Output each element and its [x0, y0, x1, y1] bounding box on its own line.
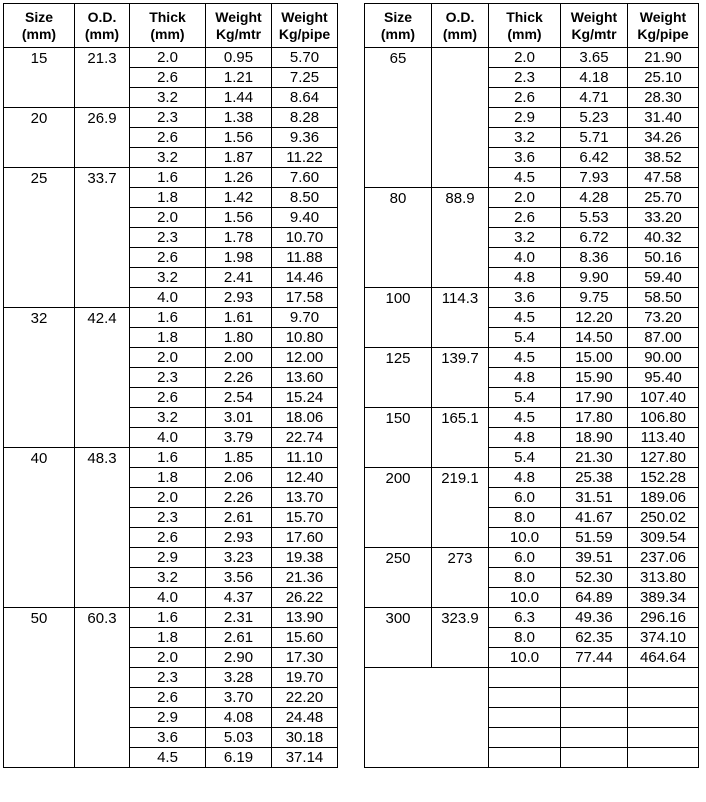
cell-thick: 6.0 [489, 488, 561, 508]
cell-thick: 1.8 [130, 188, 206, 208]
cell-weight-pipe: 15.24 [272, 388, 338, 408]
cell-weight-mtr: 39.51 [561, 548, 628, 568]
cell-thick: 2.6 [130, 528, 206, 548]
cell-thick: 10.0 [489, 528, 561, 548]
table-header-row [365, 4, 699, 48]
empty-cell [628, 708, 699, 728]
cell-weight-mtr: 4.18 [561, 68, 628, 88]
cell-size: 125 [365, 348, 432, 408]
cell-thick: 4.8 [489, 468, 561, 488]
table-row [365, 348, 699, 368]
cell-weight-mtr: 2.41 [206, 268, 272, 288]
cell-weight-mtr: 2.00 [206, 348, 272, 368]
pipe-weight-table-left [3, 3, 338, 768]
cell-weight-mtr: 5.71 [561, 128, 628, 148]
cell-weight-mtr: 31.51 [561, 488, 628, 508]
header-size: Size (mm) [365, 4, 432, 48]
cell-size: 80 [365, 188, 432, 288]
empty-cell [561, 748, 628, 768]
cell-thick: 1.6 [130, 308, 206, 328]
cell-weight-mtr: 17.90 [561, 388, 628, 408]
cell-thick: 2.6 [130, 248, 206, 268]
cell-weight-pipe: 26.22 [272, 588, 338, 608]
cell-weight-pipe: 12.00 [272, 348, 338, 368]
cell-size: 300 [365, 608, 432, 668]
table-row [4, 608, 338, 628]
cell-weight-pipe: 28.30 [628, 88, 699, 108]
cell-size: 25 [4, 168, 75, 308]
cell-weight-pipe: 90.00 [628, 348, 699, 368]
cell-thick: 3.2 [130, 408, 206, 428]
cell-weight-mtr: 15.00 [561, 348, 628, 368]
cell-od: 21.3 [75, 48, 130, 108]
cell-thick: 5.4 [489, 388, 561, 408]
table-row [365, 188, 699, 208]
cell-weight-mtr: 6.72 [561, 228, 628, 248]
cell-weight-pipe: 25.10 [628, 68, 699, 88]
cell-thick: 5.4 [489, 448, 561, 468]
cell-thick: 8.0 [489, 508, 561, 528]
cell-od: 26.9 [75, 108, 130, 168]
cell-weight-pipe: 9.36 [272, 128, 338, 148]
cell-od: 33.7 [75, 168, 130, 308]
cell-weight-pipe: 19.38 [272, 548, 338, 568]
cell-weight-pipe: 58.50 [628, 288, 699, 308]
cell-weight-mtr: 9.75 [561, 288, 628, 308]
empty-cell [489, 688, 561, 708]
cell-weight-pipe: 24.48 [272, 708, 338, 728]
cell-thick: 3.6 [130, 728, 206, 748]
cell-weight-pipe: 113.40 [628, 428, 699, 448]
cell-weight-pipe: 9.70 [272, 308, 338, 328]
cell-weight-mtr: 25.38 [561, 468, 628, 488]
cell-weight-pipe: 14.46 [272, 268, 338, 288]
cell-thick: 2.0 [489, 188, 561, 208]
cell-weight-mtr: 1.21 [206, 68, 272, 88]
cell-weight-pipe: 127.80 [628, 448, 699, 468]
cell-weight-pipe: 8.64 [272, 88, 338, 108]
cell-thick: 3.6 [489, 148, 561, 168]
cell-weight-mtr: 1.78 [206, 228, 272, 248]
cell-thick: 4.5 [130, 748, 206, 768]
table-row [365, 468, 699, 488]
cell-weight-pipe: 189.06 [628, 488, 699, 508]
cell-thick: 3.2 [130, 568, 206, 588]
cell-weight-mtr: 52.30 [561, 568, 628, 588]
cell-thick: 2.9 [130, 708, 206, 728]
cell-weight-pipe: 47.58 [628, 168, 699, 188]
cell-thick: 4.5 [489, 308, 561, 328]
cell-weight-mtr: 4.28 [561, 188, 628, 208]
cell-weight-mtr: 1.80 [206, 328, 272, 348]
cell-weight-pipe: 21.36 [272, 568, 338, 588]
cell-weight-pipe: 17.60 [272, 528, 338, 548]
cell-od: 219.1 [432, 468, 489, 548]
cell-weight-mtr: 3.56 [206, 568, 272, 588]
empty-cell [489, 748, 561, 768]
cell-od: 88.9 [432, 188, 489, 288]
cell-weight-pipe: 296.16 [628, 608, 699, 628]
cell-thick: 4.5 [489, 168, 561, 188]
cell-weight-pipe: 33.20 [628, 208, 699, 228]
header-weight-mtr: Weight Kg/mtr [206, 4, 272, 48]
cell-weight-mtr: 1.98 [206, 248, 272, 268]
cell-weight-mtr: 8.36 [561, 248, 628, 268]
cell-thick: 2.3 [130, 508, 206, 528]
cell-weight-pipe: 22.74 [272, 428, 338, 448]
empty-cell [561, 708, 628, 728]
cell-thick: 4.0 [130, 288, 206, 308]
cell-weight-pipe: 59.40 [628, 268, 699, 288]
cell-weight-pipe: 17.58 [272, 288, 338, 308]
header-od: O.D. (mm) [432, 4, 489, 48]
cell-weight-pipe: 11.88 [272, 248, 338, 268]
cell-weight-pipe: 11.10 [272, 448, 338, 468]
cell-weight-pipe: 18.06 [272, 408, 338, 428]
cell-thick: 2.6 [489, 88, 561, 108]
cell-thick: 1.6 [130, 168, 206, 188]
cell-weight-pipe: 313.80 [628, 568, 699, 588]
cell-thick: 4.8 [489, 368, 561, 388]
table-header-row [4, 4, 338, 48]
cell-thick: 2.0 [130, 488, 206, 508]
cell-weight-mtr: 2.26 [206, 488, 272, 508]
table-row [365, 608, 699, 628]
cell-weight-pipe: 9.40 [272, 208, 338, 228]
cell-weight-pipe: 237.06 [628, 548, 699, 568]
cell-thick: 2.6 [130, 688, 206, 708]
cell-weight-pipe: 17.30 [272, 648, 338, 668]
cell-thick: 4.5 [489, 408, 561, 428]
cell-size: 15 [4, 48, 75, 108]
cell-weight-mtr: 4.71 [561, 88, 628, 108]
empty-cell [561, 688, 628, 708]
cell-weight-pipe: 31.40 [628, 108, 699, 128]
cell-weight-pipe: 152.28 [628, 468, 699, 488]
cell-weight-pipe: 40.32 [628, 228, 699, 248]
cell-weight-pipe: 107.40 [628, 388, 699, 408]
cell-thick: 2.6 [130, 388, 206, 408]
cell-weight-mtr: 6.19 [206, 748, 272, 768]
cell-weight-pipe: 50.16 [628, 248, 699, 268]
table-row [4, 48, 338, 68]
cell-weight-mtr: 12.20 [561, 308, 628, 328]
empty-cell [628, 668, 699, 688]
cell-size: 150 [365, 408, 432, 468]
cell-weight-pipe: 12.40 [272, 468, 338, 488]
cell-od: 139.7 [432, 348, 489, 408]
cell-thick: 3.2 [489, 128, 561, 148]
cell-weight-pipe: 5.70 [272, 48, 338, 68]
pipe-weight-table-right [364, 3, 699, 768]
cell-thick: 8.0 [489, 568, 561, 588]
cell-thick: 2.0 [489, 48, 561, 68]
cell-weight-mtr: 1.85 [206, 448, 272, 468]
cell-size: 40 [4, 448, 75, 608]
cell-thick: 2.0 [130, 348, 206, 368]
cell-weight-pipe: 13.70 [272, 488, 338, 508]
cell-weight-mtr: 4.37 [206, 588, 272, 608]
cell-weight-mtr: 6.42 [561, 148, 628, 168]
empty-cell [561, 728, 628, 748]
cell-size: 100 [365, 288, 432, 348]
table-row [4, 108, 338, 128]
cell-thick: 2.3 [130, 368, 206, 388]
header-weight-pipe: Weight Kg/pipe [272, 4, 338, 48]
cell-thick: 6.3 [489, 608, 561, 628]
cell-weight-pipe: 87.00 [628, 328, 699, 348]
cell-weight-mtr: 18.90 [561, 428, 628, 448]
cell-thick: 8.0 [489, 628, 561, 648]
cell-thick: 4.0 [130, 428, 206, 448]
cell-weight-mtr: 1.61 [206, 308, 272, 328]
cell-thick: 2.0 [130, 48, 206, 68]
cell-od: 48.3 [75, 448, 130, 608]
cell-weight-mtr: 2.93 [206, 528, 272, 548]
cell-thick: 5.4 [489, 328, 561, 348]
cell-weight-mtr: 5.03 [206, 728, 272, 748]
table-row [4, 448, 338, 468]
cell-weight-pipe: 8.50 [272, 188, 338, 208]
table-row [365, 408, 699, 428]
cell-thick: 4.0 [489, 248, 561, 268]
cell-weight-mtr: 62.35 [561, 628, 628, 648]
cell-size: 20 [4, 108, 75, 168]
cell-weight-pipe: 389.34 [628, 588, 699, 608]
cell-weight-mtr: 1.42 [206, 188, 272, 208]
cell-weight-mtr: 5.53 [561, 208, 628, 228]
cell-weight-pipe: 95.40 [628, 368, 699, 388]
empty-cell [628, 728, 699, 748]
cell-weight-pipe: 7.60 [272, 168, 338, 188]
cell-thick: 3.6 [489, 288, 561, 308]
cell-weight-mtr: 14.50 [561, 328, 628, 348]
cell-weight-pipe: 25.70 [628, 188, 699, 208]
cell-weight-mtr: 51.59 [561, 528, 628, 548]
cell-thick: 1.6 [130, 448, 206, 468]
cell-size: 50 [4, 608, 75, 768]
cell-od: 273 [432, 548, 489, 608]
cell-thick: 3.2 [130, 268, 206, 288]
cell-weight-pipe: 106.80 [628, 408, 699, 428]
cell-thick: 2.9 [489, 108, 561, 128]
cell-weight-mtr: 4.08 [206, 708, 272, 728]
cell-weight-mtr: 49.36 [561, 608, 628, 628]
empty-row [365, 668, 699, 688]
cell-size: 250 [365, 548, 432, 608]
cell-thick: 2.0 [130, 648, 206, 668]
cell-thick: 2.9 [130, 548, 206, 568]
cell-weight-pipe: 15.70 [272, 508, 338, 528]
cell-weight-pipe: 374.10 [628, 628, 699, 648]
header-size: Size (mm) [4, 4, 75, 48]
cell-weight-mtr: 21.30 [561, 448, 628, 468]
cell-thick: 2.0 [130, 208, 206, 228]
cell-weight-mtr: 1.26 [206, 168, 272, 188]
cell-od: 323.9 [432, 608, 489, 668]
table-row [365, 288, 699, 308]
header-thick: Thick (mm) [489, 4, 561, 48]
cell-weight-mtr: 1.44 [206, 88, 272, 108]
cell-thick: 1.8 [130, 328, 206, 348]
cell-weight-mtr: 77.44 [561, 648, 628, 668]
cell-size: 32 [4, 308, 75, 448]
cell-thick: 2.3 [489, 68, 561, 88]
cell-thick: 2.3 [130, 228, 206, 248]
cell-weight-mtr: 2.06 [206, 468, 272, 488]
cell-weight-mtr: 5.23 [561, 108, 628, 128]
cell-weight-pipe: 13.60 [272, 368, 338, 388]
header-thick: Thick (mm) [130, 4, 206, 48]
cell-weight-mtr: 9.90 [561, 268, 628, 288]
table-row [4, 308, 338, 328]
cell-weight-pipe: 15.60 [272, 628, 338, 648]
cell-weight-pipe: 21.90 [628, 48, 699, 68]
cell-weight-mtr: 2.31 [206, 608, 272, 628]
cell-weight-mtr: 2.61 [206, 628, 272, 648]
cell-weight-mtr: 3.70 [206, 688, 272, 708]
cell-thick: 10.0 [489, 588, 561, 608]
empty-cell [489, 728, 561, 748]
cell-weight-mtr: 64.89 [561, 588, 628, 608]
cell-od: 165.1 [432, 408, 489, 468]
cell-weight-mtr: 3.79 [206, 428, 272, 448]
cell-weight-mtr: 2.54 [206, 388, 272, 408]
cell-thick: 4.0 [130, 588, 206, 608]
cell-thick: 1.6 [130, 608, 206, 628]
header-weight-mtr: Weight Kg/mtr [561, 4, 628, 48]
empty-cell [628, 688, 699, 708]
cell-weight-mtr: 3.23 [206, 548, 272, 568]
cell-size: 200 [365, 468, 432, 548]
cell-weight-mtr: 17.80 [561, 408, 628, 428]
empty-cell [489, 708, 561, 728]
cell-weight-pipe: 11.22 [272, 148, 338, 168]
cell-weight-mtr: 2.61 [206, 508, 272, 528]
cell-thick: 6.0 [489, 548, 561, 568]
cell-weight-mtr: 7.93 [561, 168, 628, 188]
cell-weight-pipe: 38.52 [628, 148, 699, 168]
cell-weight-pipe: 10.70 [272, 228, 338, 248]
cell-size: 65 [365, 48, 432, 188]
empty-cell [489, 668, 561, 688]
header-od: O.D. (mm) [75, 4, 130, 48]
cell-weight-pipe: 37.14 [272, 748, 338, 768]
cell-weight-mtr: 1.56 [206, 128, 272, 148]
cell-thick: 10.0 [489, 648, 561, 668]
table-row [365, 48, 699, 68]
empty-cell [561, 668, 628, 688]
cell-weight-pipe: 250.02 [628, 508, 699, 528]
cell-thick: 2.3 [130, 668, 206, 688]
empty-cell [628, 748, 699, 768]
cell-weight-pipe: 19.70 [272, 668, 338, 688]
cell-weight-pipe: 13.90 [272, 608, 338, 628]
cell-weight-mtr: 2.93 [206, 288, 272, 308]
table-row [365, 548, 699, 568]
cell-weight-mtr: 1.87 [206, 148, 272, 168]
cell-thick: 3.2 [130, 88, 206, 108]
cell-weight-mtr: 2.90 [206, 648, 272, 668]
cell-od: 42.4 [75, 308, 130, 448]
cell-thick: 4.5 [489, 348, 561, 368]
cell-weight-mtr: 1.38 [206, 108, 272, 128]
cell-thick: 2.6 [489, 208, 561, 228]
cell-od: 114.3 [432, 288, 489, 348]
cell-weight-mtr: 15.90 [561, 368, 628, 388]
cell-thick: 2.6 [130, 68, 206, 88]
cell-weight-pipe: 22.20 [272, 688, 338, 708]
cell-weight-pipe: 464.64 [628, 648, 699, 668]
cell-weight-mtr: 3.01 [206, 408, 272, 428]
cell-weight-pipe: 34.26 [628, 128, 699, 148]
cell-thick: 4.8 [489, 428, 561, 448]
cell-weight-mtr: 3.28 [206, 668, 272, 688]
cell-weight-mtr: 1.56 [206, 208, 272, 228]
cell-od: 60.3 [75, 608, 130, 768]
cell-thick: 3.2 [489, 228, 561, 248]
cell-weight-pipe: 10.80 [272, 328, 338, 348]
empty-cell [365, 668, 489, 768]
table-row [4, 168, 338, 188]
cell-weight-mtr: 2.26 [206, 368, 272, 388]
cell-thick: 3.2 [130, 148, 206, 168]
cell-thick: 2.3 [130, 108, 206, 128]
cell-thick: 2.6 [130, 128, 206, 148]
cell-weight-mtr: 41.67 [561, 508, 628, 528]
cell-weight-pipe: 73.20 [628, 308, 699, 328]
cell-weight-pipe: 309.54 [628, 528, 699, 548]
cell-thick: 1.8 [130, 468, 206, 488]
header-weight-pipe: Weight Kg/pipe [628, 4, 699, 48]
cell-od [432, 48, 489, 188]
cell-thick: 1.8 [130, 628, 206, 648]
cell-weight-mtr: 3.65 [561, 48, 628, 68]
cell-thick: 4.8 [489, 268, 561, 288]
cell-weight-pipe: 8.28 [272, 108, 338, 128]
cell-weight-pipe: 7.25 [272, 68, 338, 88]
cell-weight-pipe: 30.18 [272, 728, 338, 748]
cell-weight-mtr: 0.95 [206, 48, 272, 68]
